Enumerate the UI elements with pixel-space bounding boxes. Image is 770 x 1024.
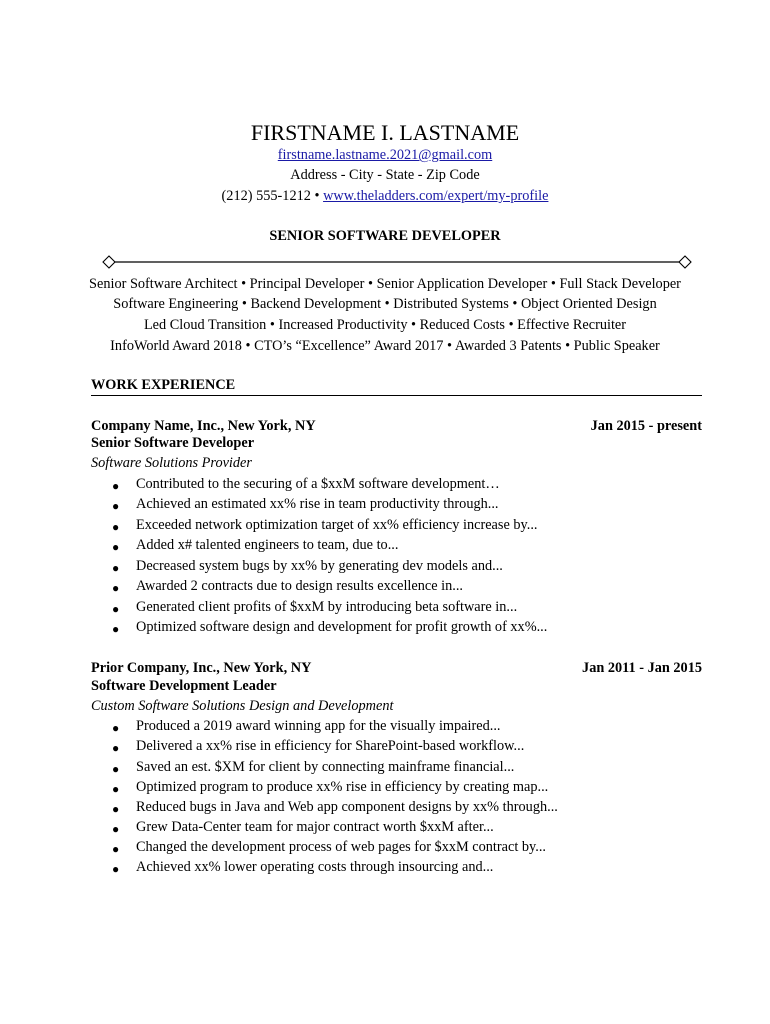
bullet-icon: ●: [112, 479, 120, 493]
profile-link[interactable]: www.theladders.com/expert/my-profile: [323, 188, 549, 204]
bullet-icon: ●: [112, 581, 120, 595]
job-title: Senior Software Developer: [91, 435, 255, 451]
bullet-icon: ●: [112, 802, 120, 816]
bullet-icon: ●: [112, 561, 120, 575]
bullet-icon: ●: [112, 782, 120, 796]
bullet-icon: ●: [112, 499, 120, 513]
job-title: Software Development Leader: [91, 678, 277, 694]
list-item: Awarded 2 contracts due to design results excellence in...: [136, 578, 464, 594]
list-item: Exceeded network optimization target of xx% efficiency increase by...: [136, 517, 538, 533]
company-name: Company Name, Inc., New York, NY: [91, 418, 316, 434]
address-line: Address - City - State - Zip Code: [290, 167, 480, 183]
bullet-icon: ●: [112, 602, 120, 616]
email-link[interactable]: firstname.lastname.2021@gmail.com: [277, 147, 493, 163]
list-item: Saved an est. $XM for client by connecting mainframe financial...: [136, 759, 515, 775]
diamond-divider: [102, 255, 692, 269]
keyword-line: InfoWorld Award 2018 • CTO’s “Excellence” Award 2017 • Awarded 3 Patents • Public Speaker: [110, 338, 660, 354]
professional-headline: SENIOR SOFTWARE DEVELOPER: [269, 228, 501, 244]
company-name: Prior Company, Inc., New York, NY: [91, 660, 312, 676]
bullet-icon: ●: [112, 822, 120, 836]
bullet-icon: ●: [112, 762, 120, 776]
phone-number: (212) 555-1212: [221, 188, 311, 204]
list-item: Generated client profits of $xxM by introducing beta software in...: [136, 599, 518, 615]
list-item: Delivered a xx% rise in efficiency for SharePoint-based workflow...: [136, 738, 525, 754]
section-title-work-experience: WORK EXPERIENCE: [91, 377, 236, 393]
list-item: Added x# talented engineers to team, due to...: [136, 537, 399, 553]
left-diamond-icon: [103, 256, 115, 268]
email-line: [0, 147, 770, 164]
list-item: Decreased system bugs by xx% by generating dev models and...: [136, 558, 503, 574]
section-rule: [91, 395, 702, 396]
bullet-icon: ●: [112, 741, 120, 755]
job-subtitle: Software Solutions Provider: [91, 455, 252, 471]
bullet-icon: ●: [112, 520, 120, 534]
bullet-icon: ●: [112, 721, 120, 735]
list-item: Achieved xx% lower operating costs through insourcing and...: [136, 859, 494, 875]
bullet-icon: ●: [112, 842, 120, 856]
job-subtitle: Custom Software Solutions Design and Development: [91, 698, 394, 714]
list-item: Contributed to the securing of a $xxM software development…: [136, 476, 500, 492]
list-item: Optimized program to produce xx% rise in efficiency by creating map...: [136, 779, 549, 795]
list-item: Grew Data-Center team for major contract worth $xxM after...: [136, 819, 494, 835]
candidate-name: FIRSTNAME I. LASTNAME: [250, 120, 520, 145]
list-item: Optimized software design and development for profit growth of xx%...: [136, 619, 548, 635]
job-dates: Jan 2015 - present: [590, 418, 702, 434]
keyword-line: Software Engineering • Backend Development • Distributed Systems • Object Oriented Design: [113, 296, 657, 312]
list-item: Reduced bugs in Java and Web app component designs by xx% through...: [136, 799, 558, 815]
list-item: Changed the development process of web pages for $xxM contract by...: [136, 839, 546, 855]
right-diamond-icon: [679, 256, 691, 268]
bullet-icon: ●: [112, 540, 120, 554]
keyword-line: Led Cloud Transition • Increased Productivity • Reduced Costs • Effective Recruiter: [143, 317, 627, 333]
contact-line: [0, 188, 770, 205]
separator-dot: •: [314, 188, 320, 204]
keyword-line: Senior Software Architect • Principal Developer • Senior Application Developer • Full Stack Developer: [89, 276, 681, 292]
bullet-icon: ●: [112, 622, 120, 636]
list-item: Achieved an estimated xx% rise in team productivity through...: [136, 496, 499, 512]
list-item: Produced a 2019 award winning app for the visually impaired...: [136, 718, 501, 734]
bullet-icon: ●: [112, 862, 120, 876]
job-dates: Jan 2011 - Jan 2015: [582, 660, 702, 676]
